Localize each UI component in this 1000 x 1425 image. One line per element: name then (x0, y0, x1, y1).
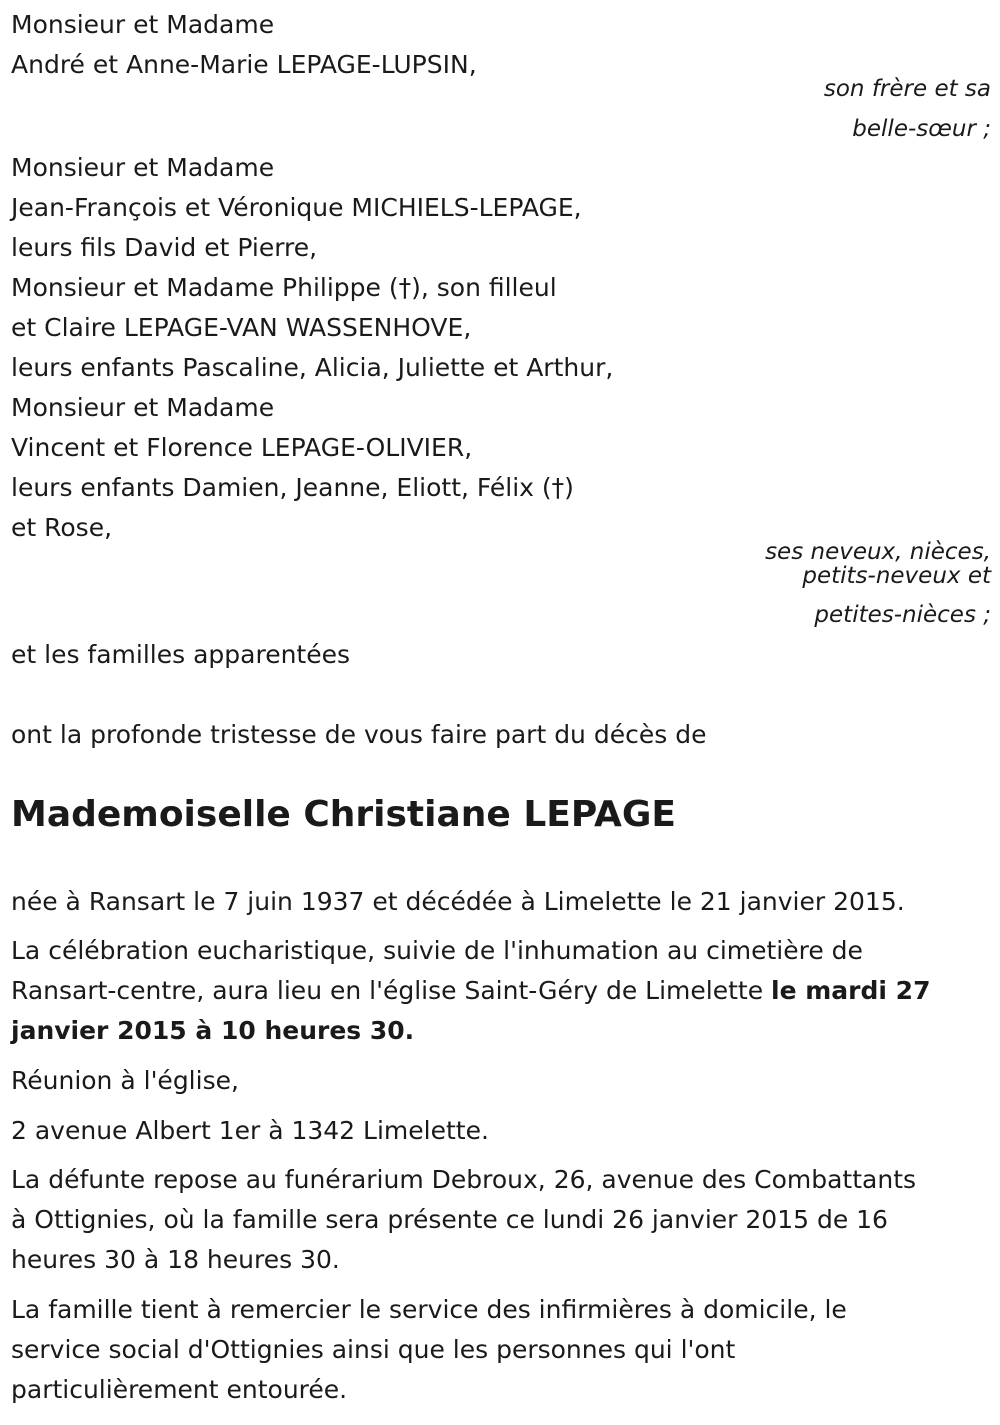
thanks-line: particulièrement entourée. (11, 1375, 348, 1404)
family-line: Jean-François et Véronique MICHIELS-LEPAGE, (11, 193, 582, 222)
birth-death: née à Ransart le 7 juin 1937 et décédée à Limelette le 21 janvier 2015. (11, 887, 905, 916)
families-line: et les familles apparentées (11, 640, 351, 669)
header-line: Monsieur et Madame (11, 10, 275, 39)
relation-text: belle-sœur ; (852, 116, 991, 142)
thanks-paragraph (11, 1290, 986, 1410)
relation-text: petits-neveux et (802, 563, 991, 589)
family-line: leurs enfants Damien, Jeanne, Eliott, Félix (†) (11, 473, 574, 502)
meeting-line: Réunion à l'église, (11, 1066, 239, 1095)
family-line: Monsieur et Madame (11, 153, 275, 182)
funeral-home-line: La défunte repose au funérarium Debroux, 26, avenue des Combattants (11, 1165, 917, 1194)
ceremony-text: Ransart-centre, aura lieu en l'église Saint-Géry de Limelette (11, 976, 772, 1005)
announcement: ont la profonde tristesse de vous faire part du décès de (11, 720, 707, 749)
relation-text: petites-nièces ; (814, 602, 991, 628)
address-line: 2 avenue Albert 1er à 1342 Limelette. (11, 1116, 489, 1145)
funeral-home-line: à Ottignies, où la famille sera présente ce lundi 26 janvier 2015 de 16 (11, 1205, 888, 1234)
thanks-line: La famille tient à remercier le service des infirmières à domicile, le (11, 1295, 847, 1324)
deceased-name: Mademoiselle Christiane LEPAGE (11, 794, 676, 835)
ceremony-date: le mardi 27 (771, 976, 931, 1005)
ceremony-line (11, 971, 986, 1011)
thanks-line: service social d'Ottignies ainsi que les personnes qui l'ont (11, 1335, 736, 1364)
header-line: André et Anne-Marie LEPAGE-LUPSIN, (11, 50, 477, 79)
ceremony-line: La célébration eucharistique, suivie de l'inhumation au cimetière de (11, 936, 863, 965)
family-line: leurs fils David et Pierre, (11, 233, 318, 262)
family-line: Monsieur et Madame Philippe (†), son filleul (11, 273, 557, 302)
family-line: et Rose, (11, 513, 113, 542)
funeral-home-line: heures 30 à 18 heures 30. (11, 1245, 340, 1274)
relation-text: ses neveux, nièces, (765, 539, 991, 565)
funeral-home-paragraph (11, 1160, 986, 1280)
ceremony-paragraph (11, 931, 986, 1051)
family-line: Monsieur et Madame (11, 393, 275, 422)
family-line: Vincent et Florence LEPAGE-OLIVIER, (11, 433, 473, 462)
family-line: et Claire LEPAGE-VAN WASSENHOVE, (11, 313, 472, 342)
relation-text: son frère et sa (823, 76, 991, 102)
family-line: leurs enfants Pascaline, Alicia, Juliette et Arthur, (11, 353, 614, 382)
ceremony-time: janvier 2015 à 10 heures 30. (11, 1016, 415, 1045)
